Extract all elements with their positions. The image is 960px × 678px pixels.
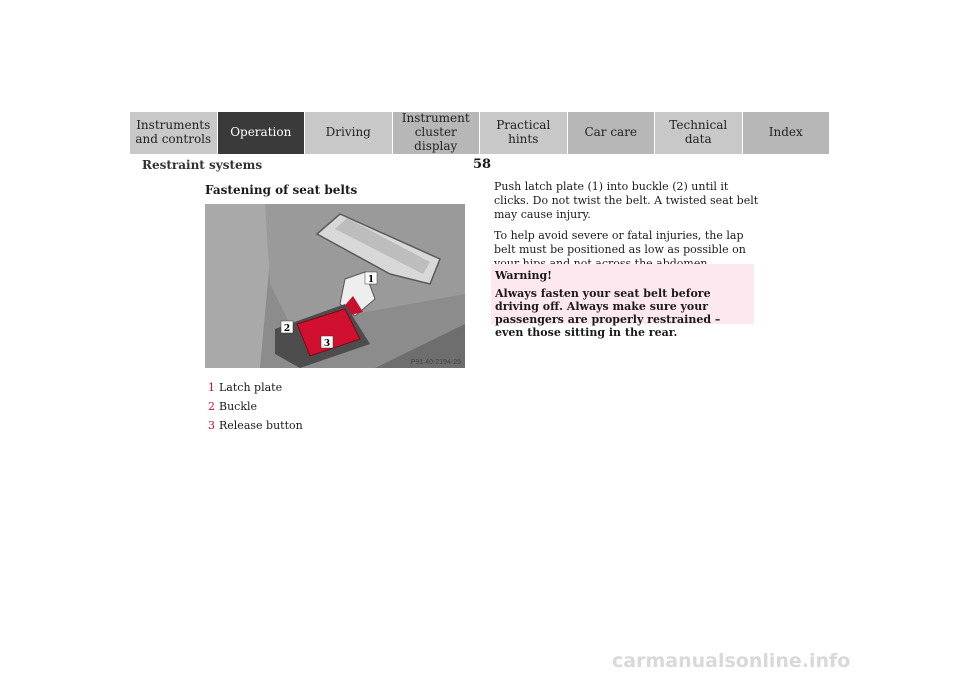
tab-practical-hints[interactable]: Practical hints [480, 112, 568, 154]
tab-operation[interactable]: Operation [218, 112, 306, 154]
section-title: Restraint systems [142, 158, 263, 172]
legend-item [208, 416, 303, 435]
warning-title: Warning! [495, 269, 553, 282]
page-number: 58 [473, 157, 492, 172]
callout-2: 2 [283, 324, 291, 334]
tab-index[interactable]: Index [743, 112, 831, 154]
watermark: carmanualsonline.info [612, 650, 851, 672]
paragraph: To help avoid severe or fatal injuries, the lap belt must be positioned as low as possible on [494, 229, 746, 256]
legend-label: Latch plate [219, 381, 283, 394]
tab-instruments-and-controls[interactable]: Instruments and controls [130, 112, 218, 154]
seat-belt-figure [205, 204, 465, 368]
callout-3: 3 [323, 339, 331, 349]
legend-label: Release button [219, 419, 303, 432]
legend-item [208, 378, 303, 397]
chapter-tabs [130, 112, 830, 154]
tab-technical-data[interactable]: Technical data [655, 112, 743, 154]
figure-code: P91.40-2194-26 [410, 359, 461, 366]
figure-legend [208, 378, 303, 435]
paragraph: Push latch plate (1) into buckle (2) until it clicks. Do not twist the belt. A twisted seat belt may cause injury. [494, 180, 759, 221]
callout-1: 1 [367, 275, 375, 285]
tab-driving[interactable]: Driving [305, 112, 393, 154]
legend-number: 1 [208, 381, 215, 394]
warning-text: Always fasten your seat belt before driving off. Always make sure your passengers are properly restrained – even those sitting in the rear. [495, 287, 721, 339]
tab-car-care[interactable]: Car care [568, 112, 656, 154]
content-heading: Fastening of seat belts [205, 183, 358, 197]
seat-belt-illustration [205, 204, 465, 368]
legend-number: 3 [208, 419, 215, 432]
legend-number: 2 [208, 400, 215, 413]
tab-instrument-cluster-display[interactable]: Instrument cluster display [393, 112, 481, 154]
warning-box [491, 264, 754, 339]
legend-item [208, 397, 303, 416]
legend-label: Buckle [219, 400, 258, 413]
